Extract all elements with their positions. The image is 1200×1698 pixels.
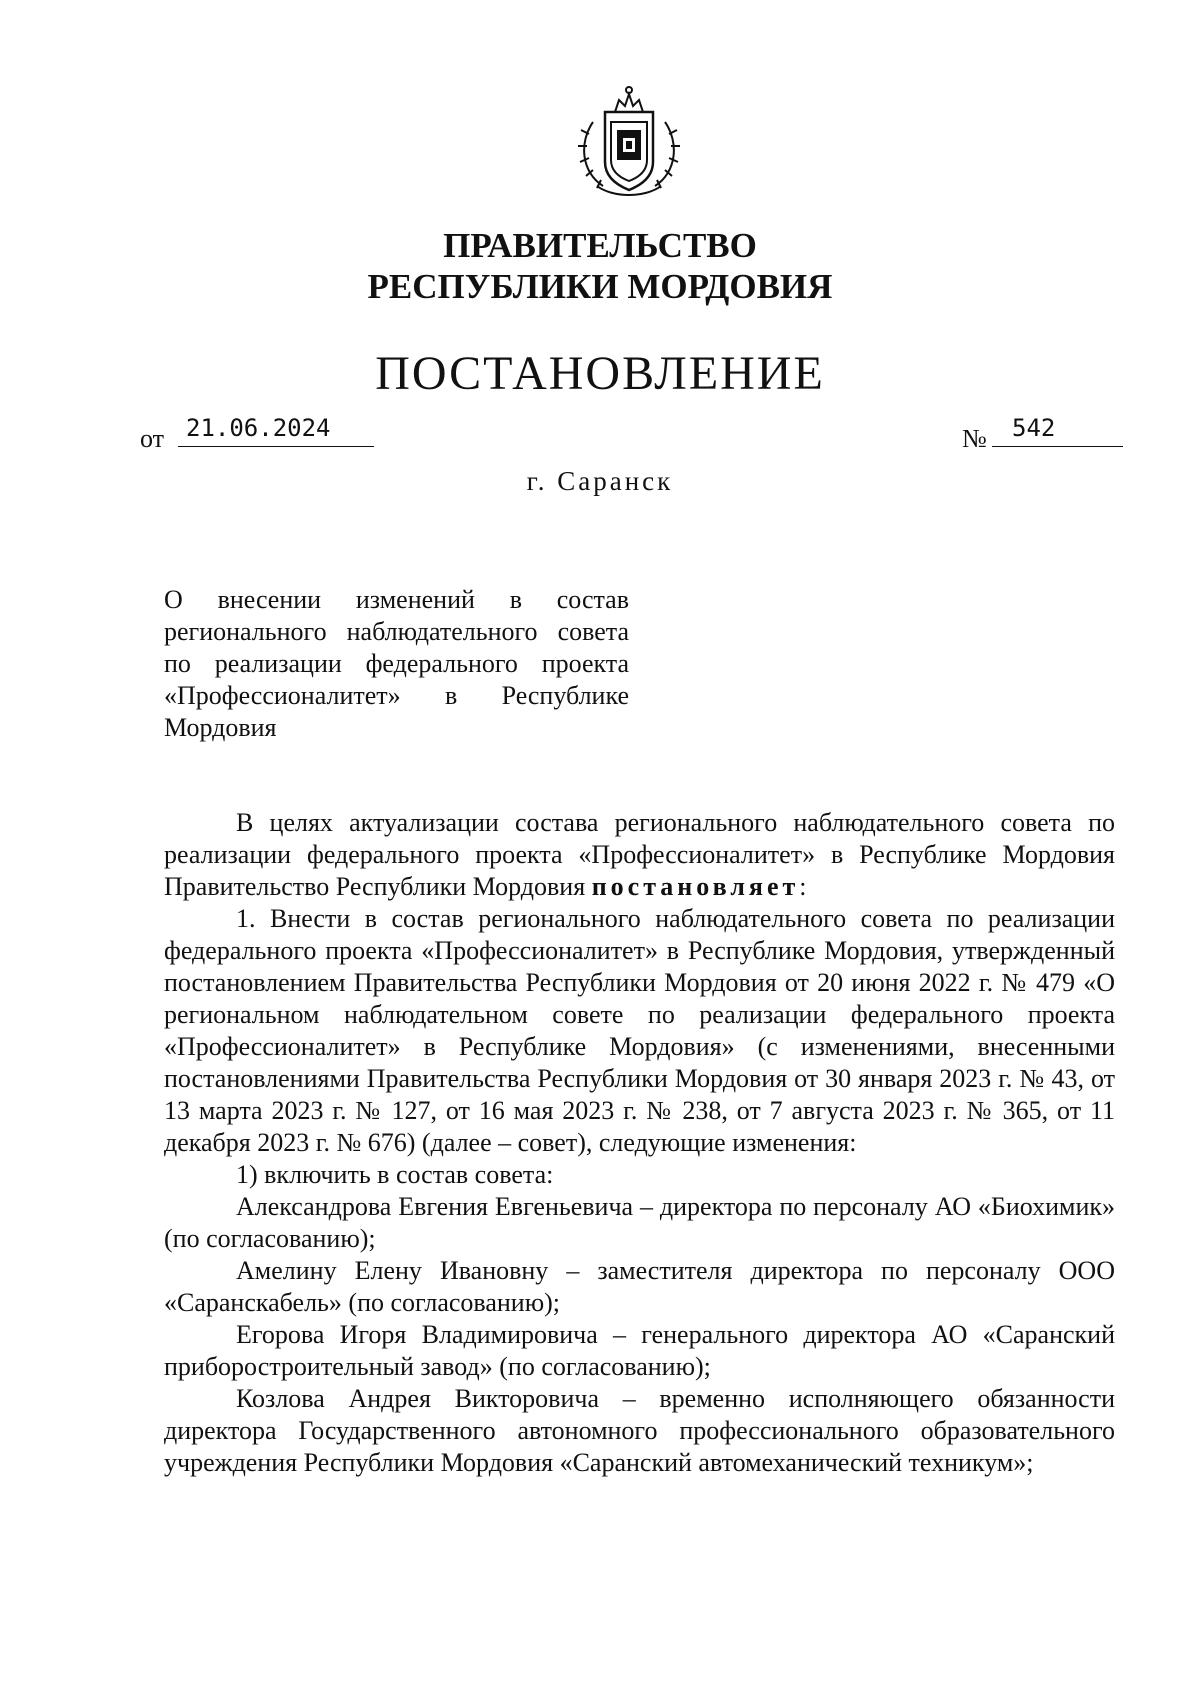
document-number: 542 [1012,414,1056,442]
member-paragraph: Александрова Евгения Евгеньевича – директора по персоналу АО «Биохимик» (по согласованию); [164,1192,1115,1253]
document-type-title: ПОСТАНОВЛЕНИЕ [375,347,825,400]
preamble-text: В целях актуализации состава регионального наблюдательного совета по реализации федерального проекта «Профессионалитет» в Республике Мордовия Правительство Республики Мордовия [164,808,1115,901]
number-field [992,412,1123,447]
subitem-1-paragraph: 1) включить в состав совета: [236,1160,554,1189]
city-name: г. Саранск [526,466,674,496]
number-label: № [962,424,987,453]
document-subject: О внесении изменений в состав регионального наблюдательного совета по реализации федерального проекта «Профессионалитет» в Республике Мордовия [164,585,629,742]
document-date: 21.06.2024 [186,414,331,442]
government-name-line1: ПРАВИТЕЛЬСТВО [443,226,757,265]
item-1-paragraph: 1. Внести в состав регионального наблюдательного совета по реализации федерального проекта «Профессионалитет» в Республике Мордовия, утвержденный постановлением Правительства Республики Мордовия от 20 июня 2022 г. № 479 «О региональном наблюдательном совете по реализации федерального проекта «Профессионалитет» в Республике Мордовия» (с изменениями, внесенными постановлениями Правительства Республики Мордовия от 30 января 2023 г. № 43, от 13 марта 2023 г. № 127, от 16 мая 2023 г. № 238, от 7 августа 2023 г. № 365, от 11 декабря 2023 г. № 676) (далее – совет), следующие изменения: [164,904,1115,1157]
preamble-end: : [799,872,807,901]
decrees-word: постановляет [591,872,800,901]
member-paragraph: Амелину Елену Ивановну – заместителя директора по персоналу ООО «Саранскабель» (по согласованию); [164,1256,1115,1317]
document-body [164,807,1115,1479]
date-label: от [140,424,165,453]
date-field [178,412,374,447]
government-name-line2: РЕСПУБЛИКИ МОРДОВИЯ [367,267,833,306]
member-paragraph: Козлова Андрея Викторовича – временно исполняющего обязанности директора Государственного автономного профессионального образовательного учреждения Республики Мордовия «Саранский автомеханический техникум»; [164,1384,1115,1477]
preamble-paragraph [164,807,1115,903]
coat-of-arms-emblem-icon [573,82,685,202]
member-paragraph: Егорова Игоря Владимировича – генерального директора АО «Саранский приборостроительный завод» (по согласованию); [164,1320,1115,1381]
